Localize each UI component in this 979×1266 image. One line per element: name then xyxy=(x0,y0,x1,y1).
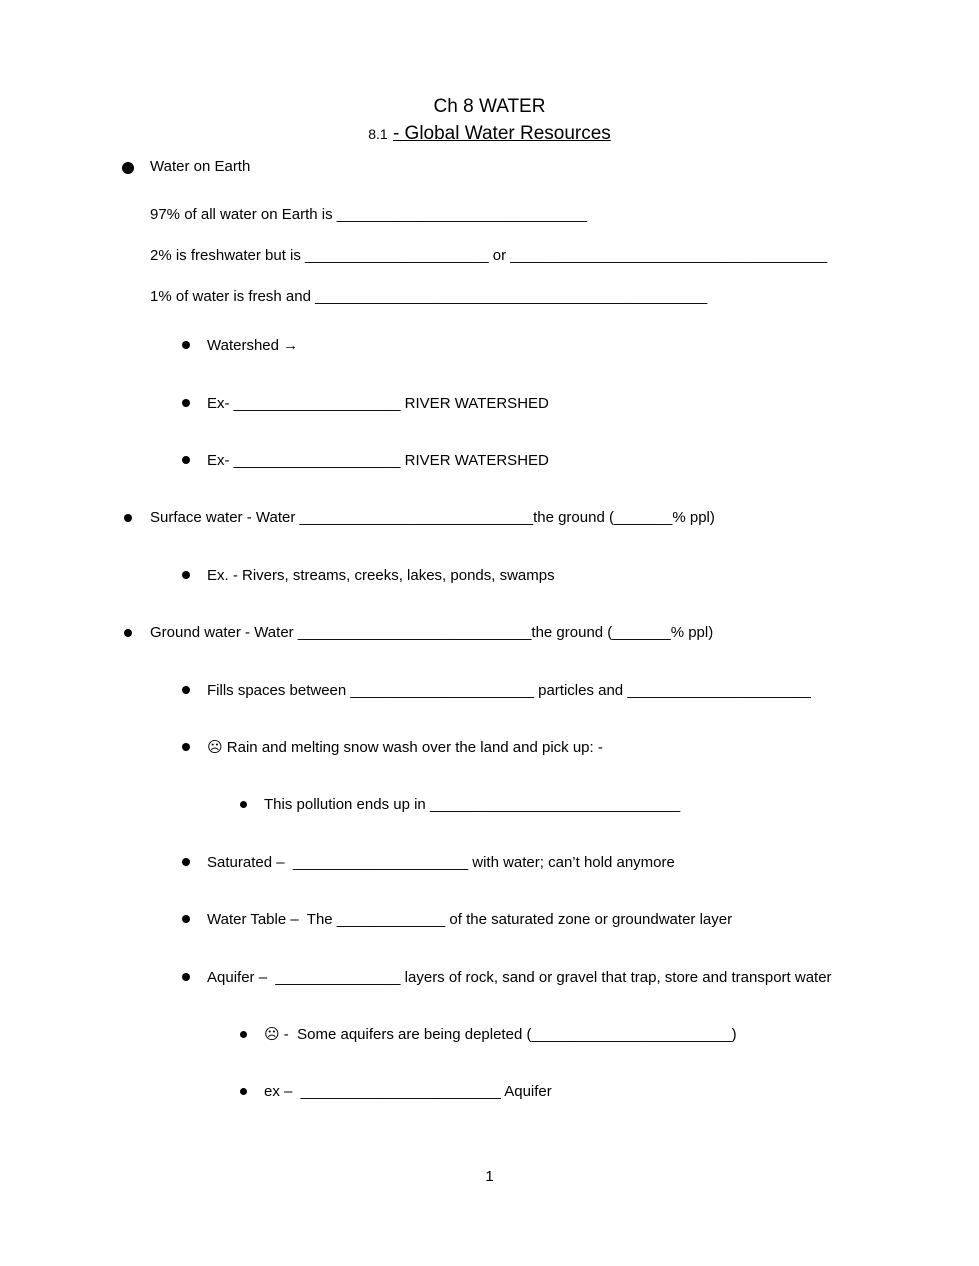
aquifer-depleted-item: ☹ - Some aquifers are being depleted (________________________) xyxy=(264,1026,737,1043)
watershed-example-1: Ex- ____________________ RIVER WATERSHED xyxy=(207,395,549,412)
bullet-icon xyxy=(182,686,190,694)
freshwater-2-line: 2% is freshwater but is ______________________ or ______________________________________ xyxy=(150,247,828,264)
bullet-icon xyxy=(182,915,190,923)
pollution-ends-item: This pollution ends up in ______________________________ xyxy=(264,796,681,813)
bullet-icon xyxy=(124,514,132,522)
page-number: 1 xyxy=(485,1168,494,1185)
bullet-icon xyxy=(240,801,247,808)
rain-pollution-item: ☹ Rain and melting snow wash over the land and pick up: - xyxy=(207,739,603,756)
ground-water-item: Ground water - Water ____________________________the ground (_______% ppl) xyxy=(150,624,714,641)
watershed-item: Watershed → xyxy=(207,337,299,354)
saturated-item: Saturated – _____________________ with water; can’t hold anymore xyxy=(207,854,675,871)
freshwater-1-line: 1% of water is fresh and _______________________________________________ xyxy=(150,288,708,305)
page-title: Ch 8 WATER xyxy=(433,96,546,117)
surface-water-item: Surface water - Water ____________________________the ground (_______% ppl) xyxy=(150,509,715,526)
water-on-earth-heading: Water on Earth xyxy=(150,158,251,175)
watershed-example-2: Ex- ____________________ RIVER WATERSHED xyxy=(207,452,549,469)
fills-spaces-item: Fills spaces between ______________________ particles and ______________________ xyxy=(207,682,811,699)
water-table-item: Water Table – The _____________ of the saturated zone or groundwater layer xyxy=(207,911,733,928)
bullet-icon xyxy=(182,456,190,464)
bullet-icon xyxy=(182,399,190,407)
salt-water-line: 97% of all water on Earth is ______________________________ xyxy=(150,206,588,223)
bullet-icon xyxy=(182,341,190,349)
surface-water-example: Ex. - Rivers, streams, creeks, lakes, ponds, swamps xyxy=(207,567,555,584)
section-heading xyxy=(0,123,979,145)
bullet-icon xyxy=(182,571,190,579)
bullet-icon xyxy=(182,743,190,751)
bullet-icon xyxy=(240,1031,247,1038)
bullet-icon xyxy=(240,1088,247,1095)
bullet-icon xyxy=(182,973,190,981)
section-title: - Global Water Resources xyxy=(392,123,611,144)
aquifer-item: Aquifer – _______________ layers of rock, sand or gravel that trap, store and transport water xyxy=(207,969,832,986)
bullet-icon xyxy=(122,162,134,174)
bullet-icon xyxy=(124,629,132,637)
section-number: 8.1 xyxy=(368,126,388,142)
aquifer-example-item: ex – ________________________ Aquifer xyxy=(264,1083,552,1100)
bullet-icon xyxy=(182,858,190,866)
